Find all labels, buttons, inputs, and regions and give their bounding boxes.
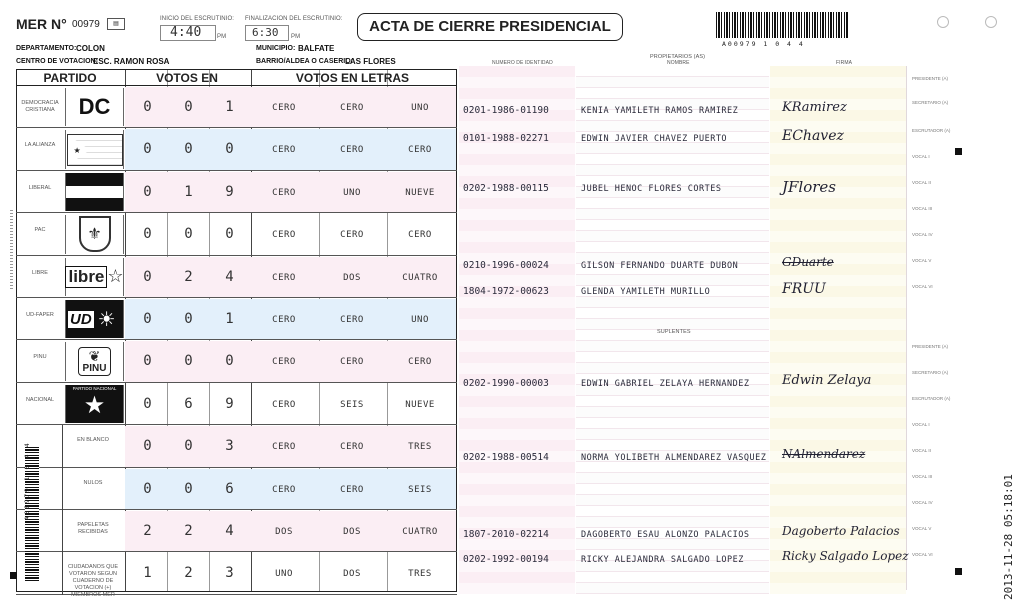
timestamp: 2013-11-28 05:18:01 [1002, 474, 1015, 600]
member-name: JUBEL HENOC FLORES CORTES [581, 184, 722, 194]
role-label: VOCAL III [912, 206, 933, 211]
role-label: VOCAL I [912, 154, 930, 159]
role-label: VOCAL II [912, 448, 931, 453]
vote-digit: 0 [143, 183, 152, 200]
grid-stripe [459, 572, 575, 583]
grid-stripe [459, 473, 575, 484]
departamento-label: DEPARTAMENTO: [16, 45, 77, 52]
vote-digit: 6 [184, 395, 193, 412]
barrio-label: BARRIO/ALDEA O CASERIO: [256, 58, 353, 65]
grid-stripe [459, 275, 575, 286]
grid-stripe [459, 330, 575, 341]
vote-word: SEIS [340, 399, 364, 410]
pinu-torch-icon: ❦ [88, 348, 101, 365]
vote-word: CERO [408, 230, 432, 241]
vote-digit: 0 [184, 226, 193, 243]
vote-word: TRES [408, 569, 432, 580]
vote-word: CERO [272, 357, 296, 368]
grid-stripe [576, 66, 769, 77]
grid-stripe [576, 121, 769, 132]
vote-word: UNO [411, 315, 429, 325]
grid-stripe [770, 88, 906, 99]
grid-stripe [459, 484, 575, 495]
hole-top-right [937, 16, 949, 28]
grid-stripe [576, 275, 769, 286]
grid-stripe [459, 220, 575, 231]
member-signature: EChavez [782, 128, 844, 144]
grid-stripe [770, 209, 906, 220]
member-name: EDWIN GABRIEL ZELAYA HERNANDEZ [581, 379, 750, 389]
grid-stripe [459, 121, 575, 132]
grid-stripe [459, 77, 575, 88]
role-label: VOCAL II [912, 180, 931, 185]
role-label: SECRETARIO (A) [912, 370, 949, 375]
grid-stripe [459, 440, 575, 451]
vote-digit: 2 [184, 268, 193, 285]
party-logo [65, 215, 124, 253]
party-name: DEMOCRACIA CRISTIANA [21, 100, 59, 113]
member-id: 0201-1986-01190 [463, 105, 549, 116]
vote-digit: 0 [143, 226, 152, 243]
member-signature: KRamirez [782, 100, 847, 115]
vote-word: CERO [340, 230, 364, 241]
member-signature: Edwin Zelaya [782, 373, 872, 388]
corner-mark-r [955, 148, 962, 155]
grid-stripe [576, 209, 769, 220]
vote-digit: 0 [143, 353, 152, 370]
vote-digit: 3 [225, 565, 234, 582]
fin-time: 6:30 [252, 26, 279, 39]
party-name: UD-FAPER [26, 312, 54, 318]
grid-stripe [459, 308, 575, 319]
col-numeros-header: VOTOS EN [156, 71, 218, 85]
vote-digit: 3 [225, 438, 234, 455]
vote-digit: 2 [143, 523, 152, 539]
role-label: VOCAL IV [912, 500, 933, 505]
grid-stripe [459, 407, 575, 418]
vote-word: DOS [275, 527, 293, 537]
vote-digit: 0 [184, 311, 193, 327]
member-id: 1807-2010-02214 [463, 529, 549, 540]
grid-stripe [576, 572, 769, 583]
party-logo [65, 173, 124, 211]
fin-label: FINALIZACION DEL ESCRUTINIO: [245, 16, 343, 22]
suplentes-header: SUPLENTES [657, 329, 691, 335]
party-logo [65, 258, 124, 296]
vote-word: CERO [272, 315, 296, 325]
grid-stripe [770, 143, 906, 154]
pac-shield-icon: ⚜ [79, 216, 111, 252]
row-label: EN BLANCO [77, 437, 109, 444]
grid-stripe [770, 319, 906, 330]
grid-stripe [459, 319, 575, 330]
grid-stripe [770, 462, 906, 473]
inicio-ampm: PM [217, 34, 227, 40]
right-border [906, 66, 907, 590]
vote-digit: 0 [143, 480, 152, 497]
grid-stripe [770, 407, 906, 418]
grid-stripe [576, 231, 769, 242]
vote-word: CERO [272, 272, 296, 283]
vote-word: CERO [272, 187, 296, 198]
role-label: ESCRUTADOR (A) [912, 128, 951, 133]
vote-digit: 0 [225, 226, 234, 243]
vote-digit: 6 [225, 480, 234, 497]
member-id: 0202-1990-00003 [463, 378, 549, 389]
party-name: LIBERAL [28, 184, 52, 191]
vote-digit: 9 [225, 395, 234, 412]
row-label: NULOS [83, 479, 103, 486]
grid-stripe [576, 583, 769, 594]
col-letras-header: VOTOS EN LETRAS [295, 71, 410, 85]
corner-mark-br [955, 568, 962, 575]
member-name: GLENDA YAMILETH MURILLO [581, 287, 711, 297]
member-name: EDWIN JAVIER CHAVEZ PUERTO [581, 134, 728, 144]
grid-stripe [576, 418, 769, 429]
vote-word: CERO [272, 103, 296, 113]
vote-word: UNO [411, 103, 429, 113]
grid-stripe [459, 143, 575, 154]
grid-stripe [576, 308, 769, 319]
grid-stripe [576, 297, 769, 308]
vote-word: UNO [343, 187, 361, 198]
grid-stripe [770, 220, 906, 231]
grid-stripe [576, 396, 769, 407]
grid-stripe [770, 341, 906, 352]
document-title: ACTA DE CIERRE PRESIDENCIAL [357, 13, 623, 41]
grid-stripe [576, 77, 769, 88]
role-label: VOCAL IV [912, 232, 933, 237]
vote-word: NUEVE [405, 187, 435, 198]
party-logo [65, 300, 124, 338]
member-name: NORMA YOLIBETH ALMENDAREZ VASQUEZ [581, 453, 767, 463]
party-logo [65, 130, 124, 168]
nacional-logo: PARTIDO NACIONAL ★ [66, 385, 123, 423]
vote-digit: 0 [143, 141, 152, 158]
side-barcode-number: A00979 1 0 4 4 [24, 441, 31, 520]
member-signature: FRUU [782, 281, 826, 297]
grid-stripe [459, 396, 575, 407]
departamento-value: COLON [76, 44, 105, 53]
mer-checkbox-icon: ▤ [107, 18, 125, 30]
vote-word: CERO [340, 315, 364, 325]
vote-word: CERO [340, 357, 364, 368]
vote-word: CERO [272, 442, 296, 453]
grid-stripe [576, 242, 769, 253]
role-label: VOCAL VI [912, 552, 933, 557]
municipio-label: MUNICIPIO: [256, 45, 296, 52]
libre-logo-text: libre [65, 266, 107, 288]
grid-stripe [576, 462, 769, 473]
grid-stripe [576, 495, 769, 506]
grid-stripe [459, 198, 575, 209]
member-id: 0202-1988-00115 [463, 183, 549, 194]
grid-stripe [770, 473, 906, 484]
top-barcode [716, 12, 848, 38]
vote-digit: 0 [184, 438, 193, 455]
vote-word: TRES [408, 442, 432, 453]
inicio-time: 4:40 [170, 25, 202, 40]
mer-label: MER N° [16, 16, 67, 32]
col-name-header: NOMBRE [667, 60, 690, 66]
vote-digit: 4 [225, 523, 234, 539]
party-name: NACIONAL [25, 396, 55, 403]
party-logo [65, 88, 124, 126]
vote-digit: 4 [225, 268, 234, 285]
role-label: VOCAL I [912, 422, 930, 427]
grid-stripe [459, 506, 575, 517]
member-name: RICKY ALEJANDRA SALGADO LOPEZ [581, 555, 744, 565]
vote-digit: 0 [143, 99, 152, 115]
grid-stripe [770, 429, 906, 440]
grid-stripe [770, 330, 906, 341]
grid-stripe [459, 418, 575, 429]
grid-stripe [459, 231, 575, 242]
vote-digit: 0 [184, 353, 193, 370]
role-label: VOCAL III [912, 474, 933, 479]
vote-word: CERO [340, 442, 364, 453]
grid-stripe [770, 154, 906, 165]
party-logo [65, 385, 124, 423]
vote-digit: 2 [184, 565, 193, 582]
vote-digit: 0 [143, 311, 152, 327]
inicio-label: INICIO DEL ESCRUTINIO: [160, 16, 234, 22]
vote-word: CERO [272, 399, 296, 410]
grid-stripe [576, 539, 769, 550]
grid-stripe [576, 484, 769, 495]
grid-stripe [576, 154, 769, 165]
vote-word: DOS [343, 527, 361, 537]
grid-stripe [770, 198, 906, 209]
member-id: 0202-1988-00514 [463, 452, 549, 463]
vote-word: DOS [343, 569, 361, 580]
vote-digit: 0 [184, 99, 193, 115]
grid-stripe [576, 440, 769, 451]
vote-digit: 1 [225, 99, 234, 115]
grid-stripe [459, 583, 575, 594]
grid-stripe [770, 495, 906, 506]
grid-stripe [770, 583, 906, 594]
mer-number: 00979 [72, 19, 100, 30]
hole-top-right-2 [985, 16, 997, 28]
grid-stripe [576, 517, 769, 528]
vote-word: CERO [408, 357, 432, 368]
vote-digit: 1 [143, 565, 152, 582]
role-label: VOCAL VI [912, 284, 933, 289]
grid-stripe [576, 352, 769, 363]
grid-stripe [459, 462, 575, 473]
grid-stripe [770, 352, 906, 363]
vote-word: CERO [272, 145, 296, 156]
vote-word: CERO [340, 484, 364, 495]
vote-digit: 1 [225, 311, 234, 327]
vote-word: UNO [275, 569, 293, 580]
grid-stripe [459, 154, 575, 165]
grid-stripe [576, 88, 769, 99]
role-label: SECRETARIO (A) [912, 100, 949, 105]
member-name: DAGOBERTO ESAU ALONZO PALACIOS [581, 530, 750, 540]
grid-stripe [459, 341, 575, 352]
grid-stripe [459, 66, 575, 77]
grid-stripe [576, 220, 769, 231]
role-label: PRESIDENTE (A) [912, 344, 949, 349]
grid-stripe [459, 209, 575, 220]
municipio-value: BALFATE [298, 44, 335, 53]
member-signature: JFlores [782, 178, 836, 196]
grid-stripe [459, 352, 575, 363]
grid-stripe [770, 308, 906, 319]
grid-stripe [770, 506, 906, 517]
grid-stripe [770, 484, 906, 495]
vote-digit: 0 [225, 141, 234, 158]
member-signature: NAlmendarez [782, 447, 866, 461]
row-label: PAPELETAS RECIBIDAS [77, 522, 109, 535]
vote-digit: 0 [184, 480, 193, 497]
grid-stripe [770, 66, 906, 77]
nacional-star-icon: ★ [83, 392, 106, 420]
vote-digit: 0 [225, 353, 234, 370]
member-signature: Dagoberto Palacios [782, 524, 900, 538]
party-name: LIBRE [32, 269, 48, 276]
vote-word: CERO [408, 145, 432, 156]
vote-digit: 2 [184, 523, 193, 539]
col-owners-header: PROPIETARIOS (AS) [650, 54, 706, 60]
party-name: LA ALIANZA [24, 142, 56, 149]
vote-digit: 1 [184, 183, 193, 200]
alianza-flag-icon: ★ [67, 134, 123, 166]
member-name: GILSON FERNANDO DUARTE DUBON [581, 261, 739, 271]
vote-digit: 0 [143, 268, 152, 285]
party-name: PINU [33, 354, 47, 361]
fin-ampm: PM [291, 34, 301, 40]
vote-word: CERO [340, 145, 364, 156]
row-label: CIUDADANOS QUE VOTARON SEGUN CUADERNO DE VOTACION (+) MIEMBROS MER [67, 564, 119, 599]
barrio-value: LAS FLORES [345, 57, 396, 66]
col-id-header: NUMERO DE IDENTIDAD [492, 60, 553, 66]
vote-word: DOS [343, 272, 361, 283]
party-logo [65, 342, 124, 380]
grid-stripe [576, 363, 769, 374]
grid-stripe [459, 539, 575, 550]
grid-stripe [576, 506, 769, 517]
role-label: VOCAL V [912, 526, 932, 531]
vote-digit: 0 [143, 438, 152, 455]
grid-stripe [576, 198, 769, 209]
grid-stripe [770, 418, 906, 429]
member-id: 1804-1972-00623 [463, 286, 549, 297]
grid-stripe [459, 495, 575, 506]
member-id: 0210-1996-00024 [463, 260, 549, 271]
grid-stripe [459, 429, 575, 440]
grid-stripe [770, 231, 906, 242]
grid-stripe [459, 297, 575, 308]
col-partido-header: PARTIDO [43, 71, 97, 85]
extra-rows-divider [62, 425, 63, 595]
vote-digit: 0 [143, 395, 152, 412]
member-signature: Ricky Salgado Lopez [782, 549, 909, 563]
member-id: 0101-1988-02271 [463, 133, 549, 144]
member-signature: GDuarte [782, 255, 834, 269]
grid-stripe [576, 429, 769, 440]
vote-word: CERO [340, 103, 364, 113]
side-edge-mark [10, 210, 13, 290]
grid-stripe [459, 88, 575, 99]
ud-logo-icon: UD ☀ [66, 300, 123, 338]
grid-stripe [770, 242, 906, 253]
grid-stripe [770, 77, 906, 88]
grid-stripe [576, 143, 769, 154]
grid-stripe [459, 517, 575, 528]
member-name: KENIA YAMILETH RAMOS RAMIREZ [581, 106, 739, 116]
col-firma-header: FIRMA [836, 60, 853, 66]
role-label: ESCRUTADOR (A) [912, 396, 951, 401]
grid-stripe [459, 242, 575, 253]
centro-value: ESC. RAMON ROSA [93, 57, 170, 66]
role-label: PRESIDENTE (A) [912, 76, 949, 81]
liberal-flag-icon [66, 173, 123, 211]
vote-word: CUATRO [402, 272, 438, 283]
libre-star-icon: ☆ [107, 266, 124, 287]
corner-mark-bl [10, 572, 17, 579]
party-name: PAC [34, 227, 46, 234]
member-id: 0202-1992-00194 [463, 554, 549, 565]
grid-stripe [459, 165, 575, 176]
centro-label: CENTRO DE VOTACION: [16, 58, 98, 65]
grid-stripe [770, 572, 906, 583]
grid-stripe [459, 363, 575, 374]
vote-word: CERO [272, 484, 296, 495]
grid-stripe [770, 396, 906, 407]
vote-word: NUEVE [405, 399, 435, 410]
vote-digit: 9 [225, 183, 234, 200]
grid-stripe [770, 165, 906, 176]
vote-digit: 0 [184, 141, 193, 158]
vote-word: SEIS [408, 484, 432, 495]
vote-word: CERO [272, 230, 296, 241]
grid-stripe [576, 407, 769, 418]
grid-stripe [576, 165, 769, 176]
vote-word: CUATRO [402, 527, 438, 537]
dc-logo-text: DC [78, 94, 111, 120]
pinu-logo: ❦ PINU [78, 347, 112, 376]
role-label: VOCAL V [912, 258, 932, 263]
grid-stripe [576, 341, 769, 352]
top-barcode-number: A00979 1 0 4 4 [722, 40, 805, 48]
grid-stripe [576, 473, 769, 484]
grid-stripe [770, 297, 906, 308]
